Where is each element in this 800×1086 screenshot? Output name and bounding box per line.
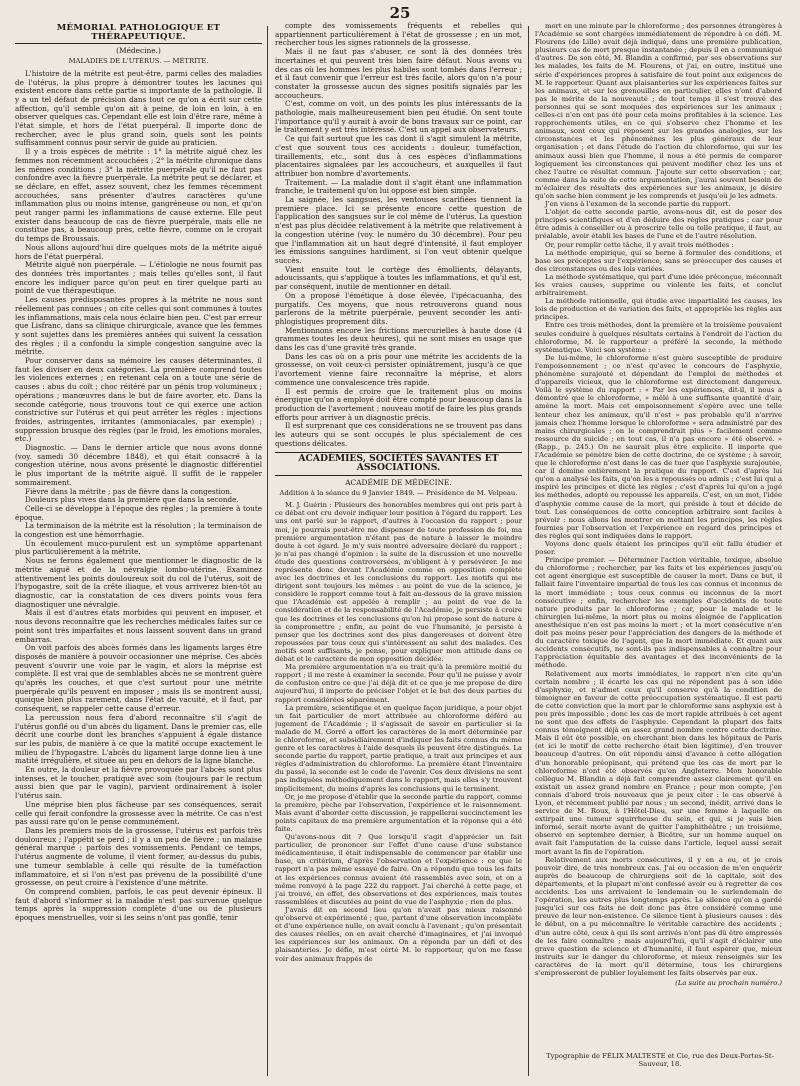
column-3 [535, 22, 782, 1042]
paragraph: Nous allons aujourd'hui dire quelques mots de la métrite aiguë hors de l'état puerpéral. [15, 242, 262, 261]
paragraph: Douleurs plus vives dans la première que dans la seconde. [25, 495, 239, 505]
paragraph: On voit parfois des abcès formés dans les ligaments larges être disposés de manière à pouvoir occasionner une méprise. Ces abcès peuvent s'ouvrir une voie par le vagin, et alors la méprise est complète. Il est vrai que de semblables abcès ne se montrent guère qu'après les couches, et que c'est surtout pour une métrite puerpérale qu'ils peuvent en imposer ; mais ils se montrent aussi, quoique bien plus rarement, dans l'état de vacuité, et il faut, par conséquent, se rappeler cette cause d'erreur. [15, 643, 262, 714]
paragraph: L'histoire de la métrite est peut-être, parmi celles des maladies de l'utérus, la plus propre à démontrer toutes les lacunes qui existent encore dans cette partie si importante de la pathologie. Il y a un tel défaut de précision dans tout ce qu'on a écrit sur cette affection, qu'il semble qu'on ait à peine, de loin en loin, à en observer quelques cas. Cependant elle est loin d'être rare, même à l'état simple, et hors de l'état puerpéral. Il importe donc de rechercher, avec le plus grand soin, quels sont les points suffisamment connus pour servir de guide au praticien. [15, 68, 262, 148]
paragraph: En outre, la douleur et la fièvre provoquée par l'abcès sont plus intenses, et le toucher, pratiqué avec soin (toujours par le rectum aussi bien que par le vagin), parvient ordinairement à isoler l'utérus sain. [15, 765, 262, 801]
paragraph: La première, scientifique et en quelque façon juridique, a pour objet un fait particulier de mort attribuée au chloroforme déféré au jugement de l'Académie ; il s'agissait de savoir en particulier si la malade de M. Gorré a offert les caractères de la mort déterminée par le chloroforme, et subsidiairement d'indiquer les faits connus du même genre et les caractères à l'aide desquels ils peuvent être distingués. La seconde partie du rapport, partie pratique, a trait aux principes et aux règles d'administration du chloroforme. La première étant l'inventaire du passé, la seconde est le code de l'avenir. Ces deux divisions ne sont pas indiquées méthodiquement dans le rapport, mais elles s'y trouvent implicitement, du moins d'après les conclusions qui le terminent. [275, 703, 522, 793]
paragraph: Mentionnons encore les frictions mercurielles à haute dose (4 grammes toutes les deux heures), qui ne sont mises en usage que dans les cas d'une gravité très grande. [275, 325, 522, 353]
paragraph: Qu'avons-nous dit ? Que lorsqu'il s'agit d'apprécier un fait particulier, de prononcer sur l'effet d'une cause d'une substance médicamenteuse, il était indispensable de commencer par établir une base, un critérium, d'après l'observation et l'expérience : ce que le rapport n'a pas même essayé de faire. On a répondu que tous les faits et les expériences connus avaient été rassemblés avec soin, et on a même renvoyé à la page 222 du rapport. J'ai cherché à cette page, et j'ai trouvé, en effet, des observations et des expériences, mais toutes rassemblées et discutées au point de vue de l'asphyxie ; rien de plus. [275, 833, 522, 906]
page-number: 25 [389, 4, 411, 22]
paragraph: Celle-ci se développe à l'époque des règles ; la première à toute époque. [15, 503, 262, 522]
printer-imprint: Typographie de FÉLIX MALTESTE et Cie, rue des Deux-Portes-St-Sauveur, 18. [546, 1052, 774, 1068]
paragraph: Traitement. — La maladie dont il s'agit étant une inflammation franche, le traitement qu'on lui oppose est bien simple. [275, 177, 522, 196]
paragraph: La méthode rationnelle, qui étudie avec impartialité les causes, les lois de production et de variation des faits, et appropriée les règles aux principes. [535, 297, 782, 322]
continuation-note: (La suite au prochain numéro.) [675, 979, 782, 988]
title-rule [15, 43, 262, 44]
paragraph: Dans les cas où on a pris pour une métrite les accidents de la grossesse, on voit ceux-ci persister opiniâtrement, jusqu'à ce que l'avortement vienne faire reconnaître la méprise, et alors commence une convalescence très rapide. [275, 351, 522, 387]
paragraph: M. J. Guérin : Plusieurs des honorables membres qui ont pris part à ce débat ont cru devoir indiquer leur position à l'égard du rapport. Les uns ont parlé sur le rapport, d'autres à l'occasion du rapport ; pour moi, je pourrais peut-être me dispenser de toute profession de foi, ma première argumentation n'étant pas de nature à laisser le moindre doute à cet égard. Je m'y suis montré adversaire déclaré du rapport ; je n'ai pas changé d'opinion : la suite de la discussion et une nouvelle étude des questions controversées, m'obligent à y persévérer. Je me représente donc devant l'Académie comme en opposition complète avec les doctrines et les conclusions du rapport. Les motifs qui me dirigent sont toujours les mêmes : au point de vue de la science, je considère le rapport comme tout à fait au-dessous de la grave mission que l'Académie est appelée à remplir ; au point de vue de la considération et de la responsabilité de l'Académie, je persiste à croire que les doctrines et les conclusions qu'on lui propose sont de nature à la compromettre ; enfin, au point de vue l'humanité, je persiste à penser que les doctrines sont des plus dangereuses et doivent être repoussées par tous ceux qui s'intéressent au salut des malades. Ces motifs sont suffisants, je pense, pour expliquer mon attitude dans ce débat et le caractère de mon opposition décidée. [275, 501, 522, 664]
paragraph: C'est, comme on voit, un des points les plus intéressants de la pathologie, mais malheureusement bien peu étudié. On sent toute l'importance qu'il y aurait à avoir de bons travaux sur ce point, car le traitement y est très intéressé. C'est un appel aux observateurs. [275, 99, 522, 135]
paragraph: compte des vomissements fréquents et rebelles qui appartiennent particulièrement à l'état de grossesse ; en un mot, rechercher tous les signes rationnels de la grossesse. [275, 22, 522, 48]
paragraph: Il y a trois espèces de métrite : 1° la métrite aiguë chez les femmes non récemment accouchées ; 2° la métrite chronique dans les mêmes conditions ; 3° la métrite puerpérale qu'il ne faut pas confondre avec la fièvre puerpérale. La métrite peut se déclarer, et se déclare, en effet, assez souvent, chez les femmes récemment accouchées, sans présenter d'autres caractères qu'une inflammation plus ou moins intense, gangréneuse ou non, et qu'on peut ranger parmi les inflammations de cause externe. Elle peut exister dans beaucoup de cas de fièvre puerpérale, mais elle ne constitue pas, à beaucoup près, cette fièvre, comme on le croyait du temps de Broussais. [15, 147, 262, 244]
paragraph: Les causes prédisposantes propres à la métrite ne nous sont réellement pas connues ; on cite celles qui sont communes à toutes les inflammations, mais cela nous éclaire bien peu. C'est par erreur que Lisfranc, dans sa clinique chirurgicale, avance que les femmes y sont sujettes dans les premières années qui suivent la cessation des règles ; il a confondu la simple congestion sanguine avec la métrite. [15, 295, 262, 357]
session-line: Addition à la séance du 9 Janvier 1849. — Présidence de M. Velpeau. [279, 488, 518, 497]
paragraph: Relativement aux morts consécutives, il y en a eu, et je crois pouvoir dire, de très nombreux cas. J'ai eu occasion de m'en enquérir auprès de beaucoup de chirurgiens soit de la capitale, soit des départements, et la plupart m'ont confessé avoir eu à regretter de ces accidents. Les uns arrivaient le lendemain ou le surlendemain de l'opération, les autres plus longtemps après. Le silence qu'on a gardé jusqu'ici sur ces faits ne doit donc pas être considéré comme une preuve de leur non-existence. Ce silence tient à plusieurs causes : dès le début, on a pu méconnaître le véritable caractère des accidents ; d'un autre côté, ceux à qui ils sont arrivés n'ont pas dû être empressés de les faire connaître ; mais aujourd'hui, qu'il s'agit d'éclairer une grave question de science et d'humanité, il faut espérer que, mieux instruits sur le danger du chloroforme, et mieux renseignés sur les caractères de la mort qu'il détermine, tous les chirurgiens s'empresseront de publier loyalement les faits observés par eux. [535, 855, 782, 977]
paragraph: La méthode systématique, qui part d'une idée préconçue, méconnaît les vraies causes, supprime ou violente les faits, et conclut arbitrairement. [535, 272, 782, 298]
paragraph: Voyons donc quels étaient les principes qu'il eût fallu étudier et poser. [535, 540, 782, 557]
academy-body [275, 501, 522, 962]
paragraph: J'en viens à l'examen de la seconde partie du rapport. [545, 200, 731, 209]
paragraph: Métrite aiguë non puerpérale. — L'étiologie ne nous fournit pas des données très importantes ; mais telles qu'elles sont, il faut encore les indiquer parce qu'on peut en tirer quelque parti au point de vue thérapeutique. [15, 260, 262, 296]
paragraph: mort en une minute par le chloroforme ; des personnes étrangères à l'Académie se sont chargées immédiatement de répondre à ce défi. M. Flourens (de Lille) avait déjà indiqué, dans une première publication, plusieurs cas de mort presque instantanée ; depuis il en a communiqué d'autres. De son côté, M. Blandin a confirmé, par ses observations sur les malades, les faits de M. Flourens, et j'ai, en outre, institué une série d'expériences propres à satisfaire de tout point aux exigences de M. le rapporteur. Quant aux plaisanteries sur les expériences faites sur les animaux, et sur les grenouilles en particulier, elles n'ont d'abord pas le mérite de la nouveauté ; de tout temps il s'est trouvé des personnes qui se sont moquées des expériences sur les animaux ; celles-ci n'en ont pas été pour cela moins profitables à la science. Les rapprochements utiles, en ce qui s'observe chez l'homme et les animaux, sont ceux qui reposent sur les grandes analogies, sur les circonstances et les phénomènes les plus généraux de leur organisation ; et dans l'étude de l'action du chloroforme, qui sur les animaux aussi bien que l'homme, il nous a été permis de comparer logiquement les circonstances qui peuvent modifier chez les uns et chez l'autre ce résultat commun. J'ajoute sur cette observation ; car, comme dans la suite de cette argumentation, j'aurai souvent besoin de m'éclairer des résultats des expériences sur les animaux, je désire qu'on sache bien comment je les comprends et jusqu'où je les admets. [535, 22, 782, 200]
paragraph: La percussion nous fera d'abord reconnaître s'il s'agit de l'utérus gonflé ou d'un abcès du ligament. Dans le premier cas, elle décrit une courbe dont les branches s'appuient à égale distance sur les pubis, de manière à ce que la matité occupe exactement le milieu de l'hypogastre. L'abcès du ligament large donne lieu à une matité irrégulière, et située au peu en dehors de la ligne blanche. [15, 712, 262, 766]
article-heading: MALADIES DE L'UTÉRUS. — MÉTRITE. [68, 57, 209, 66]
column-divider-2 [528, 26, 529, 1076]
column-1-body [15, 70, 262, 923]
paragraph: Vient ensuite tout le cortège des émollients, délayants, adoucissants, qui s'applique à toutes les inflammations, et qu'il est, par conséquent, inutile de mentionner en détail. [275, 264, 522, 292]
academies-title: ACADÉMIES, SOCIÉTÉS SAVANTES ET ASSOCIATIONS. [275, 452, 522, 475]
paragraph: Ce qui fait surtout que les cas dont il s'agit simulent la métrite, c'est que souvent tous ces accidents : douleur, tuméfaction, tiraillements, etc., sont dus à ces espèces d'inflammations placentaires signalées par les accoucheurs, et auxquelles il faut attribuer bon nombre d'avortements. [275, 134, 522, 178]
paragraph: Fièvre dans la métrite ; pas de fièvre dans la congestion. [25, 486, 233, 496]
paragraph: Pour conserver dans sa mémoire les causes déterminantes, il faut les diviser en deux catégories. La première comprend toutes les violences externes ; en retenant cela on a toute une série de causes : abus du coït ; choc réitéré par un pénis trop volumineux ; opérations ; manœuvres dans le but de faire avorter, etc. Dans la seconde catégorie, nous trouvons tout ce qui exerce une action constrictive sur l'utérus et qui peut arrêter les règles : injections froides, astringentes, irritantes (ammoniacales, par exemple) ; suppression brusque des règles (par le froid, les émotions morales, etc.) [15, 356, 262, 444]
paragraph: De lui-même, le chloroforme n'est guère susceptible de produire l'empoisonnement ; ce n'est qu'avec le concours de l'asphyxie, phénomène surajouté et dépendant de l'emploi de méthodes et d'appareils vicieux, que le chloroforme est directement dangereux. Voilà le système du rapport : « Par les expériences, dit-il, il nous a démontré que le chloroforme, » mêlé à une suffisante quantité d'air, amène la mort. Mais cet empoisonnement s'opère avec une telle lenteur chez les animaux, qu'il n'est » pas probable qu'il n'arrive jamais chez l'homme lorsque le chloroforme » sera administré par des mains chirurgicales ; on le comprendrait plus » facilement comme ressource du suicide ; en tout cas, il n'a pas encore » été observé. » (Rapp., p. 245.) On ne saurait plus être explicite. Il importe que l'Académie se pénètre bien de cette doctrine, de ce système ; à savoir, que le chloroforme n'est dans le cas de tuer que l'asphyxie surajoutée, car il domine entièrement la pratique du rapport. C'est d'après lui qu'on a analysé les faits, qu'on les a repoussés ou admis ; c'est lui qui a inspiré les principes et dicté les règles ; c'est d'après lui qu'on a jugé les méthodes, adopté ou repoussé les appareils. C'est, en un mot, l'idée d'asphyxie comme cause de la mort, qui préside à tout et décide de tout. Les conséquences de cette conception arbitraire sont faciles à prévoir : nous allons les montrer en mettant les principes, les règles fournies par l'observation et l'expérience en regard des principes et des règles qui sont indiquées dans le rapport. [535, 353, 782, 540]
paragraph: Une méprise bien plus fâcheuse par ses conséquences, serait celle qui ferait confondre la grossesse avec la métrite. Ce cas n'est pas aussi rare qu'on le pense communément. [15, 799, 262, 827]
column-1 [15, 22, 262, 1082]
column-2-body [275, 22, 522, 448]
column-3-body [535, 22, 782, 977]
paragraph: L'objet de cette seconde partie, avons-nous dit, est de poser des principes scientifiques et d'en déduire des règles pratiques ; car pour être admis à conseiller ou à proscrire telle ou telle pratique, il faut, au préalable, avoir établi les bases de l'une et de l'autre résolution. [535, 208, 782, 241]
academy-subtitle: ACADÉMIE DE MÉDECINE. [345, 477, 452, 487]
section-subtitle: (Médecine.) [116, 46, 161, 56]
paragraph: Entre ces trois méthodes, dont la première et la troisième pouvaient seules conduire à quelques résultats certains à l'endroit de l'action du chloroforme, M. le rapporteur a préféré la seconde, la méthode systématique. Voici son système : [535, 321, 782, 354]
paragraph: Or, je me propose d'établir que la seconde partie du rapport, comme la première, pèche par l'observation, l'expérience et le raisonnement. Mais avant d'aborder cette discussion, je rappellerai succinctement les points capitaux de ma première argumentation et la réponse qui a été faite. [275, 792, 522, 834]
paragraph: La terminaison de la métrite est la résolution ; la terminaison de la congestion est une hémorrhagie. [15, 521, 262, 540]
paragraph: Un écoulement muco-purulent est un symptôme appartenant plus particulièrement à la métrite. [15, 538, 262, 557]
paragraph: Nous ne ferons également que mentionner le diagnostic de la métrite aiguë et de la névralgie lombo-utérine. Examinez attentivement les points douloureux soit du col de l'utérus, soit de l'hypogastre, soit de la crête iliaque, et vous arriverez bien-tôt au diagnostic, car la constatation de ces divers points vous fera diagnostiquer une névralgie. [15, 556, 262, 609]
paragraph: Il est surprenant que ces considérations ne se trouvent pas dans les auteurs qui se sont occupés le plus spécialement de ces questions délicates. [275, 421, 522, 448]
paragraph: J'avais dit en second lieu qu'on n'avait pas mieux raisonné qu'observé et expérimenté ; que, partant d'une observation incomplète et d'une expérience nulle, on avait conclu à l'avenant ; qu'on présentait des causes réelles, on en avait cherché d'imaginaires, et j'ai invoqué les expériences sur les animaux. On a répondu par un défi et des plaisanteries. Je défie, m'est cérté M. le rapporteur, qu'on me fasse voir des animaux frappés de [275, 905, 522, 963]
paragraph: On a proposé l'émétique à dose élevée, l'ipécacuanha, des purgatifs. Ces moyens, que nous retrouverons quand nous parlerons de la métrite puerpérale, peuvent seconder les anti-phlogistiques proprement dits. [275, 290, 522, 326]
paragraph: Relativement aux morts immédiates, le rapport n'en cite qu'un certain nombre ; il écarte les cas qui ne répondent pas à son idée d'asphyxie, et n'admet ceux qu'il conserve qu'à la condition de témoigner en faveur de cette préoccupation systématique. Il est parti de cette conviction que la mort par le chloroforme sans asphyxie est à peu près impossible ; donc les cas de mort rapide attribués à cet agent ne sont que des effets de l'asphyxie. Cependant la plupart des faits connus témoignent déjà en assez grand nombre contre cette doctrine. Mais il eût été possible, en cherchant bien dans les hôpitaux de Paris (et ici le motif de cette recherche était bien légitime), d'en trouver beaucoup d'autres. On eût répondu ainsi d'avance à cette allégation d'un honorable préopinant, qui prétend que les cas de mort par le chloroforme n'ont été observés qu'en Angleterre. Mon honorable collègue M. Blandin a déjà fait comprendre assez clairement qu'il en existait un assez grand nombre en France ; pour mon compte, j'en connais d'abord trois nouveaux que je peux citer : le cas observé à Lyon, et récemment publié par nous ; un second, inédit, arrivé dans le service de M. Roux, à l'Hôtel-Dieu, sur une femme à laquelle on extirpait une tumeur squirrheuse du sein, et qui, si je suis bien informé, serait morte avant de quitter l'amphithéâtre ; un troisième, observé en septembre dernier, à Bicêtre, sur un homme auquel on avait fait l'amputation de la cuisse dans l'article, lequel aussi serait mort avant la fin de l'opération. [535, 669, 782, 856]
column-2 [275, 22, 522, 1082]
paragraph: Diagnostic. — Dans le dernier article que nous avons donné (voy. samedi 30 décembre 1848), et qui était consacré à la congestion utérine, nous avons présenté le diagnostic différentiel le plus important de la métrite aiguë. Il suffit de le rappeler sommairement. [15, 443, 262, 487]
paragraph: Mais il ne faut pas s'abuser, ce sont là des données très incertaines et qui peuvent très bien faire défaut. Nous avons vu des cas où les hommes les plus habiles sont tombés dans l'erreur ; et il faut convenir que l'erreur est très facile, alors qu'on n'a pour constater la grossesse aucun des signes positifs signalés par les accoucheurs. [275, 47, 522, 100]
paragraph: Ma première argumentation n'a eu trait qu'à la première moitié du rapport ; il me reste à examiner la seconde. Pour qu'il ne puisse y avoir de confusion entre ce que j'ai déjà dit et ce que je me propose de dire aujourd'hui, il importe de préciser l'objet et le but des deux parties du rapport considérées séparément. [275, 663, 522, 704]
paragraph: Dans les premiers mois de la grossesse, l'utérus est parfois très douloureux ; l'appétit se perd ; il y a un peu de fièvre ; un malaise général marqué ; parfois des vomissements. Pendant ce temps, l'utérus augmente de volume, il vient former, au-dessus du pubis, une tumeur semblable à celle qui résulte de la tuméfaction inflammatoire, et si l'on n'est pas prévenu de la possibilité d'une grossesse, on peut croire à l'existence d'une métrite. [15, 825, 262, 888]
paragraph: Principe premier. — Déterminer l'action véritable, toxique, absolue du chloroforme ; rechercher, par les faits et les expériences jusqu'où cet agent énergique est susceptible de causer la mort. Dans ce but, il fallait faire l'inventaire impartial de tous les cas connus et inconnus de la mort immédiate ; tous ceux connus ou inconnus de la mort consécutive ; enfin, rechercher les exemples d'accidents de toute nature produits par le chloroforme ; car, pour le malade et le chirurgien lui-même, la mort plus ou moins éloignée de l'application anesthésique n'en est pas moins la mort ; et la mort consécutive n'en doit pas moins peser pour l'appréciation des dangers de la méthode et du caractère toxique de l'agent, que la mort immédiate. Et quant aux accidents consécutifs, ne sont-ils pas indispensables à connaître pour l'appréciation équitable des avantages et des inconvénients de la méthode. [535, 556, 782, 670]
paragraph: Il est permis de croire que le traitement plus ou moins énergique qu'on a employé doit être compté pour beaucoup dans la production de l'avortement ; nouveau motif de faire les plus grands efforts pour arriver à un diagnostic précis. [275, 386, 522, 422]
column-divider-1 [267, 26, 268, 1076]
paragraph: On comprend combien, parfois, le cas peut devenir épineux. Il faut d'abord s'informer si la maladie n'est pas survenue quelque temps après la suppression complète d'une ou de plusieurs époques menstruelles, voir si les seins n'ont pas gonflé, tenir [15, 886, 262, 923]
paragraph: Mais il est d'autres états morbides qui peuvent en imposer, et nous devons reconnaître que les recherches médicales faites sur ce point sont très imparfaites et nous laissent souvent dans un grand embarras. [15, 608, 262, 644]
paragraph: La saignée, les sangsues, les ventouses scarifiées tiennent la première place. Ici se présente encore cette question de l'application des sangsues sur le col même de l'utérus. La question n'est pas plus décidée relativement à la métrite que relativement à la congestion utérine (voy. le numéro du 30 décembre). Pour peu que l'inflammation ait un haut degré d'intensité, il faut employer les émissions sanguines hardiment, si l'on veut obtenir quelque succès. [275, 195, 522, 265]
section-title-memorial: MÉMORIAL PATHOLOGIQUE ET THÉRAPEUTIQUE. [56, 23, 221, 42]
paragraph: La méthode empirique, qui se borne à formuler des conditions, et base ses préceptes sur l'expérience, sans se préoccuper des causes et des circonstances ou des lois variées. [535, 248, 782, 273]
paragraph: Or, pour remplir cette tâche, il y avait trois méthodes : [545, 240, 734, 249]
